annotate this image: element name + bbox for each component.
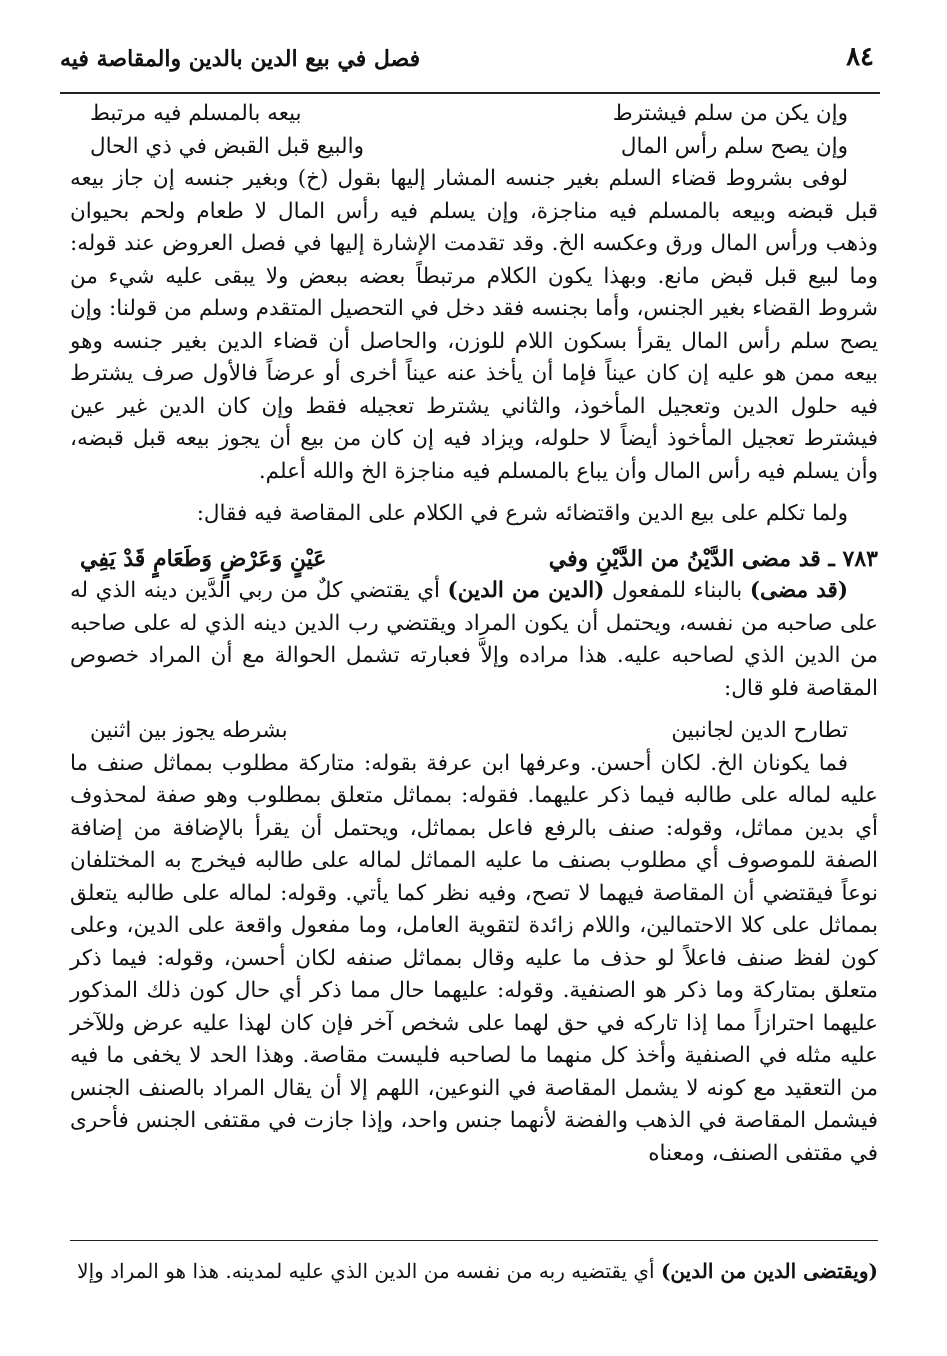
lemma: (الدين من الدين) xyxy=(447,578,605,603)
poem-line xyxy=(70,131,878,164)
footnote-text: أي يقتضيه ربه من نفسه من الدين الذي عليه لمدينه. هذا هو المراد وإلا xyxy=(77,1259,661,1283)
footnote xyxy=(70,1257,878,1285)
commentary-paragraph: لوفى بشروط قضاء السلم بغير جنسه المشار إليها بقول (خ) وبغير جنسه إن جاز بيعه قبل قبضه وبيعه بالمسلم فيه مناجزة، وإن يسلم فيه رأس المال لا طعام ولحم بحيوان وذهب ورأس المال ورق وعكسه الخ. وقد تقدمت الإشارة إليها في فصل العروض عند قوله: وما لبيع قبل قبض مانع. وبهذا يكون الكلام مرتبطاً بعضه ببعض ولا يبقى عليه شيء من شروط القضاء بغير الجنس، وأما بجنسه فقد دخل في التحصيل المتقدم وسلم من قولنا: وإن يصح سلم رأس المال يقرأ بسكون اللام للوزن، والحاصل أن قضاء الدين بغير جنسه وهو بيعه ممن هو عليه إن كان عيناً فإما أن يأخذ عنه عيناً أخرى أو عرضاً فالأول صرف يشترط فيه حلول الدين وتعجيل المأخوذ، والثاني يشترط تعجيله فقط وإن كان الدين غير عين فيشترط تعجيل المأخوذ أيضاً لا حلوله، ويزاد فيه إن كان من بيع أن يجوز بيعه قبل قبضه، وأن يسلم فيه رأس المال وأن يباع بالمسلم فيه مناجزة الخ والله أعلم. xyxy=(70,166,878,484)
commentary-text: أي يقتضي كلٌ من ربي الدَّين دينه الذي له على صاحبه من نفسه، ويحتمل أن يكون المراد ويقتضي رب الدين دينه الذي له على صاحبه من الدين الذي لصاحبه عليه. هذا مراده وإلاَّ فعبارته تشمل الحوالة مع أن المراد خصوص المقاصة فلو قال: xyxy=(70,578,878,701)
footnote-separator xyxy=(70,1240,878,1241)
poem-line xyxy=(70,98,878,131)
poem-line xyxy=(70,715,878,748)
commentary-text: بالبناء للمفعول xyxy=(604,578,750,603)
hemistich-left: بيعه بالمسلم فيه مرتبط xyxy=(90,101,302,126)
running-title: فصل في بيع الدين بالدين والمقاصة فيه xyxy=(60,46,421,72)
verse-commentary xyxy=(70,575,878,705)
hemistich-right: تطارح الدين لجانبين xyxy=(671,718,848,743)
page-number: ٨٤ xyxy=(846,42,874,72)
verse-hemistich-right: ٧٨٣ ـ قد مضى الدَّيْنُ من الدَّيْنِ وفي xyxy=(548,545,878,572)
verse-hemistich-left: عَيْنٍ وَعَرْضٍ وَطَعَامٍ قَدْ يَفِي xyxy=(80,545,327,572)
commentary-paragraph: فما يكونان الخ. لكان أحسن. وعرفها ابن عرفة بقوله: متاركة مطلوب بمماثل صنف ما عليه لماله على طالبه فيما ذكر عليهما. فقوله: بمماثل متعلق بمطلوب وهو صفة لمحذوف أي بدين مماثل، وقوله: صنف بالرفع فاعل بمماثل، ويحتمل أن يقرأ بالإضافة من إضافة الصفة للموصوف أي مطلوب بصنف ما عليه المماثل لماله على طالبه فيخرج به المختلفان نوعاً فيقتضي أن المقاصة فيهما لا تصح، وفيه نظر كما يأتي. وقوله: لماله على طالبه يتعلق بمماثل على كلا الاحتمالين، واللام زائدة لتقوية العامل، وما مفعول واقعة على الدين، وعلى كون لفظ صنف فاعلاً لو حذف ما عليه وقال بمماثل صنفه لكان أحسن، وقوله: فيما ذكر متعلق بمتاركة وما ذكر هو الصنفية. وقوله: عليهما حال مما ذكر أي حال كون ذلك المذكور عليهما احترازاً مما إذا تاركه في حق لهما على شخص آخر فإن كان لهذا عليه عرض وللآخر عليه مثله في الصنفية وأخذ كل منهما ما لصاحبه فليست مقاصة. وهذا الحد لا يخفى ما فيه من التعقيد مع كونه لا يشمل المقاصة في النوعين، اللهم إلا أن يقال المراد بالصنف الجنس فيشمل المقاصة في الذهب والفضة لأنهما جنس واحد، وإذا جازت في مقتفى الجنس فأحرى في مقتفى الصنف، ومعناه xyxy=(70,750,878,1166)
hemistich-left: والبيع قبل القبض في ذي الحال xyxy=(90,133,364,159)
hemistich-right: وإن يكن من سلم فيشترط xyxy=(612,101,848,126)
hemistich-right: وإن يصح سلم رأس المال xyxy=(620,133,848,159)
verse-783 xyxy=(70,543,878,576)
footnote-lemma: (ويقتضى الدين من الدين) xyxy=(660,1259,878,1283)
hemistich-left: بشرطه يجوز بين اثنين xyxy=(90,718,288,743)
main-text xyxy=(70,98,878,1170)
lemma: (قد مضى) xyxy=(749,578,848,603)
transition-paragraph: ولما تكلم على بيع الدين واقتضائه شرع في الكلام على المقاصة فيه فقال: xyxy=(196,501,848,526)
page-header xyxy=(60,40,880,94)
